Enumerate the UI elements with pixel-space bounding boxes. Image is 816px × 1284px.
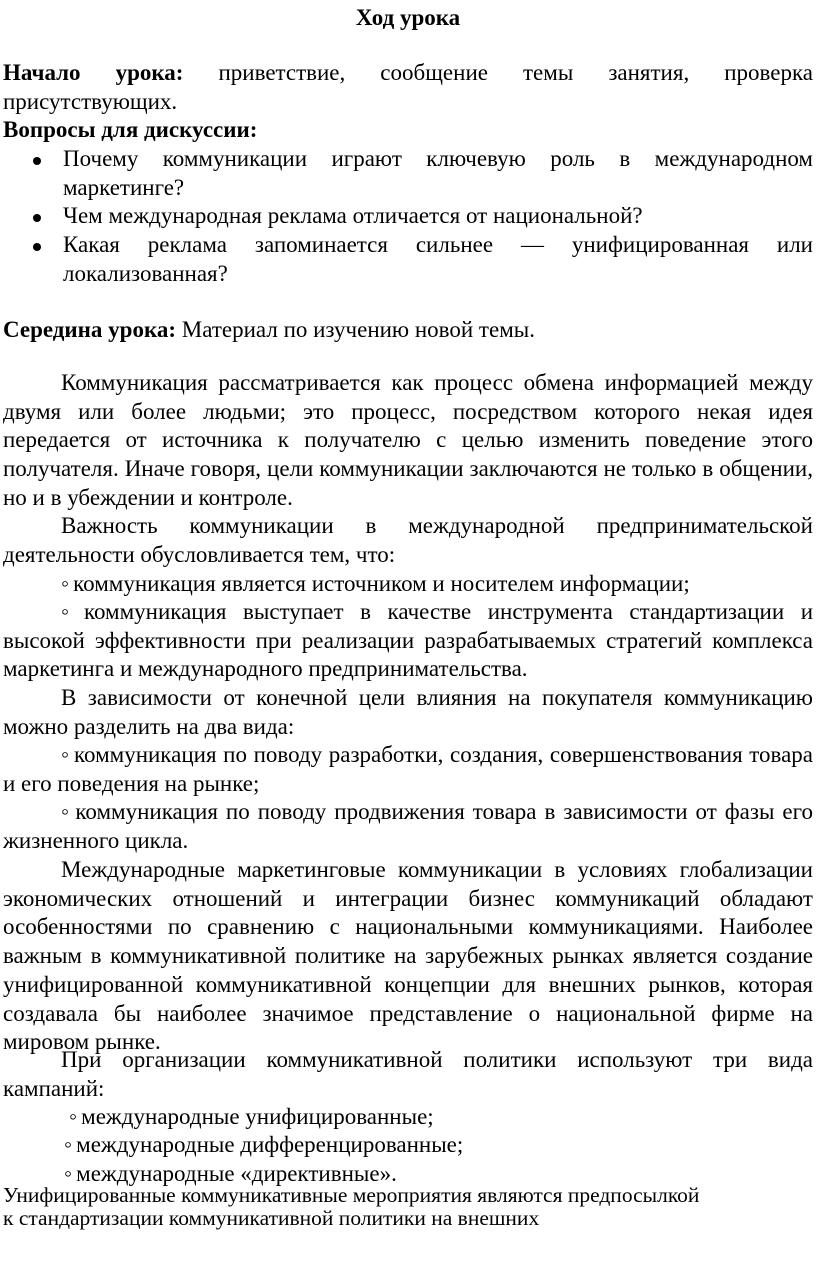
paragraph-importance: Важность коммуникации в международной предпринимательской деятельности обусловливается тем, что:	[3, 513, 813, 567]
circle-bullet-icon: ◦	[61, 599, 80, 624]
lesson-start-text: приветствие, сообщение темы занятия, проверка присутствующих.	[3, 60, 814, 114]
discussion-question: Чем международная реклама отличается от национальной?	[29, 202, 813, 231]
communication-type-item: ◦ коммуникация по поводу разработки, создания, совершенствования товара и его поведения на рынке;	[3, 742, 813, 796]
circle-bullet-icon: ◦	[64, 1132, 73, 1157]
lesson-middle	[3, 316, 813, 345]
importance-item: ◦ коммуникация является источником и носителем информации;	[61, 571, 690, 596]
closing-text-line: Унифицированные коммуникативные мероприятия являются предпосылкой	[3, 1183, 700, 1207]
bullet-icon	[33, 157, 41, 165]
campaign-type-item: ◦ международные «директивные».	[64, 1161, 397, 1186]
discussion-question: Какая реклама запоминается сильнее — унифицированная или локализованная?	[29, 231, 813, 288]
paragraph-communication-definition: Коммуникация рассматривается как процесс обмена информацией между двумя или более людьми; это процесс, посредством которого некая идея передается от источника к получателю с целью изменить поведение этого получателя. Иначе говоря, цели коммуникации заключаются не только в общении, но и в убеждении и контроле.	[3, 370, 813, 510]
page-title: Ход урока	[355, 5, 461, 30]
lesson-middle-text: Материал по изучению новой темы.	[181, 317, 535, 342]
discussion-question: Почему коммуникации играют ключевую роль в международном маркетинге?	[29, 145, 813, 202]
closing-text-line: к стандартизации коммуникативной политики на внешних	[3, 1206, 540, 1230]
circle-bullet-icon: ◦	[61, 799, 72, 824]
bullet-icon	[33, 214, 41, 222]
paragraph-communication-types: В зависимости от конечной цели влияния на покупателя коммуникацию можно разделить на два вида:	[3, 685, 813, 739]
paragraph-campaign-types: При организации коммуникативной политики используют три вида кампаний:	[3, 1047, 813, 1101]
circle-bullet-icon: ◦	[61, 742, 71, 767]
campaign-type-item: ◦ международные дифференцированные;	[64, 1132, 464, 1157]
circle-bullet-icon: ◦	[64, 1161, 73, 1186]
circle-bullet-icon: ◦	[61, 571, 70, 596]
bullet-icon	[33, 243, 41, 251]
campaign-type-item: ◦ международные унифицированные;	[69, 1104, 434, 1129]
paragraph-international-communications: Международные маркетинговые коммуникации в условиях глобализации экономических отношений и интеграции бизнес коммуникаций обладают особенностями по сравнению с национальными коммуникациями. Наиболее важным в коммуникативной политике на зарубежных рынках является создание унифицированной коммуникативной концепции для внешних рынков, которая создавала бы наиболее значимое представление о национальной фирме на мировом рынке.	[3, 857, 813, 1055]
lesson-middle-label: Середина урока:	[3, 317, 177, 342]
discussion-heading: Вопросы для дискуссии:	[3, 117, 258, 142]
lesson-start	[3, 59, 813, 116]
circle-bullet-icon: ◦	[69, 1104, 78, 1129]
importance-item: ◦ коммуникация выступает в качестве инструмента стандартизации и высокой эффективности при реализации разрабатываемых стратегий комплекса маркетинга и международного предпринимательства.	[3, 599, 813, 682]
lesson-start-label: Начало урока:	[3, 60, 184, 85]
communication-type-item: ◦ коммуникация по поводу продвижения товара в зависимости от фазы его жизненного цикла.	[3, 799, 813, 853]
